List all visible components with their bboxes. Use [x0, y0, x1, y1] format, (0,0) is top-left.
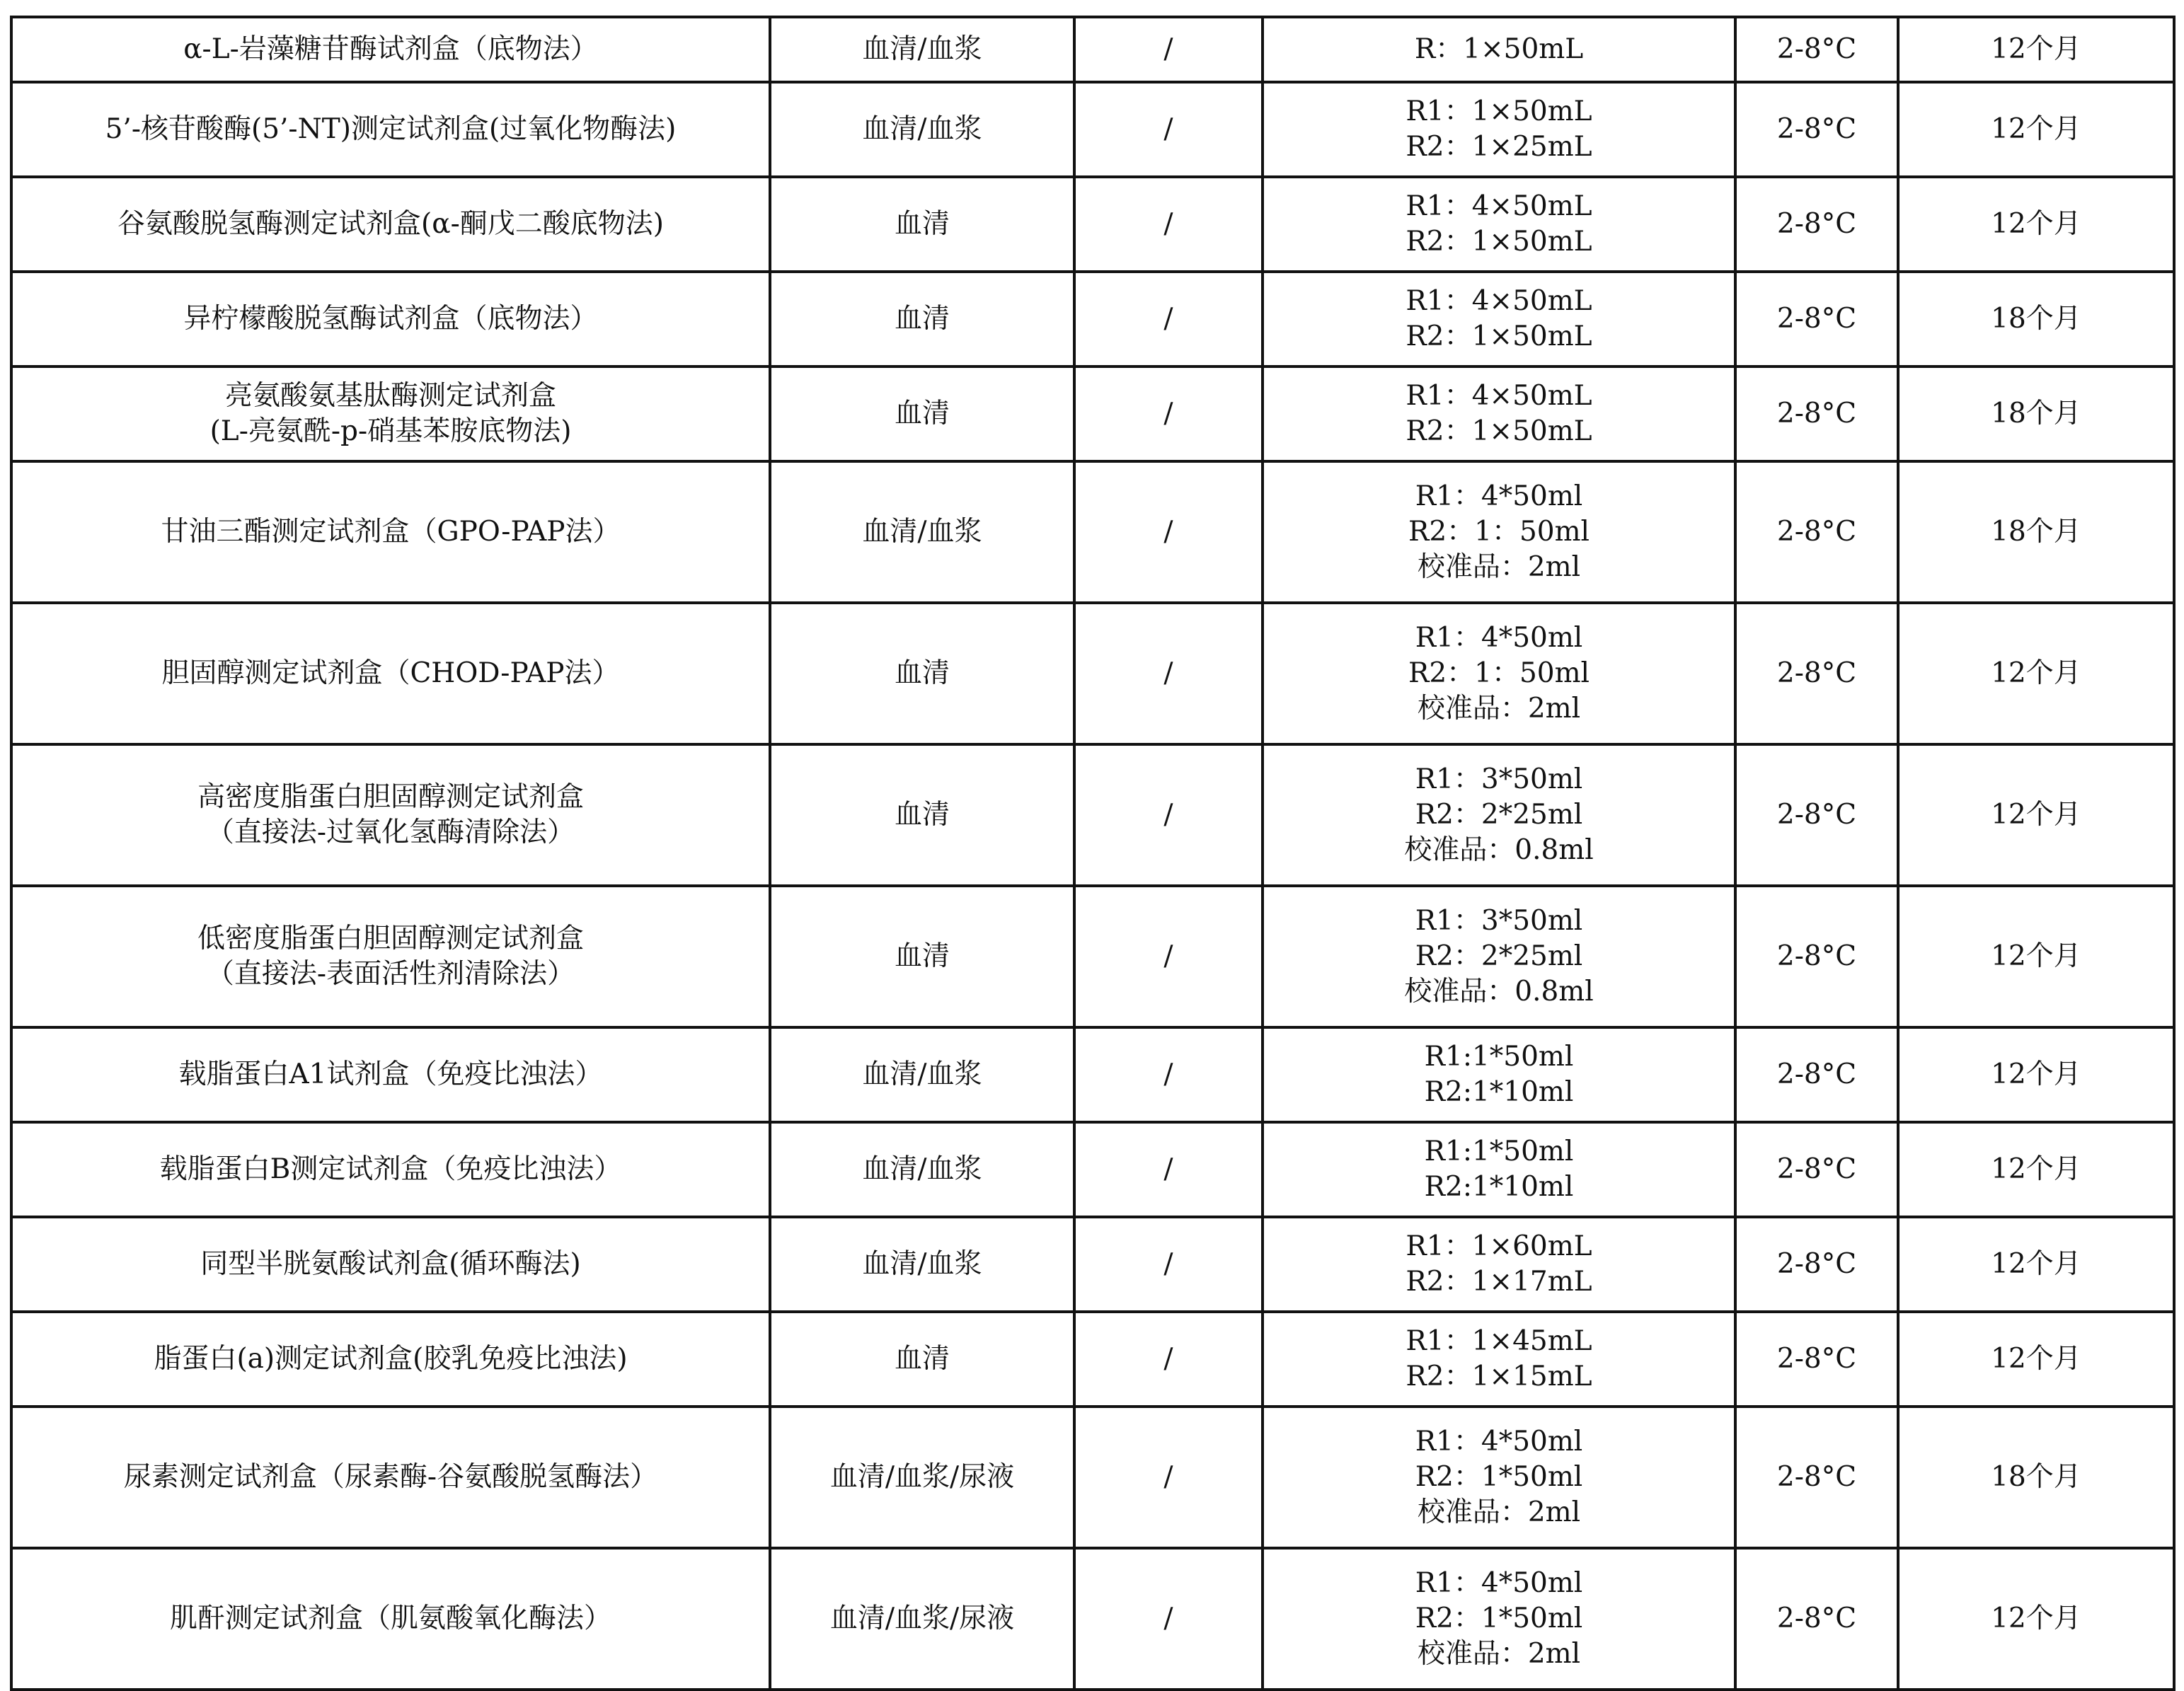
specification-cell — [1263, 744, 1735, 886]
table-row — [11, 1217, 2174, 1312]
reagent-name-cell — [11, 886, 770, 1027]
specification-line: 校准品：0.8ml — [1404, 976, 1594, 1008]
specification-line: R1：4*50ml — [1415, 1426, 1583, 1458]
table-row — [11, 1548, 2174, 1690]
specification-line: R1：4*50ml — [1415, 1567, 1583, 1599]
reagent-name-cell — [11, 1217, 770, 1312]
validity-period-cell: 12个月 — [1898, 1122, 2174, 1217]
reagent-name-line: 载脂蛋白A1试剂盒（免疫比浊法） — [178, 1058, 603, 1090]
reagent-name-line: （直接法-过氧化氢酶清除法） — [206, 816, 575, 848]
table-row — [11, 1407, 2174, 1548]
table-row — [11, 1122, 2174, 1217]
storage-temperature-cell: 2-8°C — [1735, 1312, 1898, 1407]
reagent-name-cell — [11, 461, 770, 603]
specification-line: R2：1×17mL — [1406, 1266, 1592, 1298]
mark-cell: / — [1074, 1217, 1263, 1312]
specification-cell — [1263, 1217, 1735, 1312]
reagent-name-line: 同型半胱氨酸试剂盒(循环酶法) — [200, 1248, 581, 1280]
reagent-table — [10, 16, 2176, 1691]
sample-type-cell: 血清 — [770, 1312, 1074, 1407]
reagent-name-line: 脂蛋白(a)测定试剂盒(胶乳免疫比浊法) — [154, 1343, 628, 1375]
storage-temperature-cell: 2-8°C — [1735, 886, 1898, 1027]
reagent-name-line: α-L-岩藻糖苷酶试剂盒（底物法） — [183, 33, 598, 65]
sample-type-cell: 血清/血浆 — [770, 17, 1074, 82]
reagent-name-line: 谷氨酸脱氢酶测定试剂盒(α-酮戊二酸底物法) — [117, 208, 664, 240]
specification-line: R1：4*50ml — [1415, 480, 1583, 512]
specification-cell — [1263, 1407, 1735, 1548]
sample-type-cell: 血清 — [770, 177, 1074, 272]
validity-period-cell: 18个月 — [1898, 367, 2174, 461]
validity-period-cell: 12个月 — [1898, 177, 2174, 272]
specification-line: R2：2*25ml — [1415, 799, 1583, 831]
specification-line: R1：4*50ml — [1415, 622, 1583, 654]
specification-cell — [1263, 17, 1735, 82]
storage-temperature-cell: 2-8°C — [1735, 1407, 1898, 1548]
sample-type-cell: 血清/血浆 — [770, 1027, 1074, 1122]
mark-cell: / — [1074, 603, 1263, 744]
mark-cell: / — [1074, 886, 1263, 1027]
specification-line: R1:1*50ml — [1424, 1041, 1574, 1073]
reagent-name-line: 低密度脂蛋白胆固醇测定试剂盒 — [197, 923, 584, 954]
reagent-name-line: 载脂蛋白B测定试剂盒（免疫比浊法） — [159, 1153, 622, 1185]
table-row — [11, 603, 2174, 744]
specification-cell — [1263, 82, 1735, 177]
reagent-name-cell — [11, 1122, 770, 1217]
specification-cell — [1263, 177, 1735, 272]
reagent-name-line: （直接法-表面活性剂清除法） — [206, 958, 575, 990]
table-row — [11, 367, 2174, 461]
specification-line: R1：3*50ml — [1415, 763, 1583, 795]
specification-line: R2：1×50mL — [1406, 226, 1592, 258]
sample-type-cell: 血清 — [770, 886, 1074, 1027]
table-row — [11, 461, 2174, 603]
reagent-name-cell — [11, 177, 770, 272]
sample-type-cell: 血清 — [770, 744, 1074, 886]
validity-period-cell: 18个月 — [1898, 272, 2174, 367]
specification-line: R2：1：50ml — [1408, 516, 1590, 548]
specification-line: R2:1*10ml — [1424, 1076, 1574, 1108]
specification-line: R2：1×15mL — [1406, 1361, 1592, 1392]
storage-temperature-cell: 2-8°C — [1735, 1548, 1898, 1690]
storage-temperature-cell: 2-8°C — [1735, 272, 1898, 367]
specification-line: R2：1×50mL — [1406, 321, 1592, 352]
specification-cell — [1263, 272, 1735, 367]
specification-line: R：1×50mL — [1414, 33, 1584, 65]
specification-cell — [1263, 886, 1735, 1027]
reagent-name-cell — [11, 744, 770, 886]
mark-cell: / — [1074, 17, 1263, 82]
reagent-name-line: 胆固醇测定试剂盒（CHOD-PAP法） — [161, 657, 620, 689]
storage-temperature-cell: 2-8°C — [1735, 82, 1898, 177]
sample-type-cell: 血清/血浆 — [770, 1217, 1074, 1312]
specification-line: 校准品：0.8ml — [1404, 834, 1594, 866]
specification-line: 校准品：2ml — [1417, 693, 1581, 725]
specification-line: R1:1*50ml — [1424, 1136, 1574, 1167]
mark-cell: / — [1074, 1407, 1263, 1548]
reagent-name-line: 5’-核苷酸酶(5’-NT)测定试剂盒(过氧化物酶法) — [105, 113, 677, 145]
specification-line: R2：1*50ml — [1415, 1461, 1583, 1493]
mark-cell: / — [1074, 461, 1263, 603]
sample-type-cell: 血清/血浆/尿液 — [770, 1407, 1074, 1548]
mark-cell: / — [1074, 272, 1263, 367]
specification-cell — [1263, 1312, 1735, 1407]
table-row — [11, 886, 2174, 1027]
specification-cell — [1263, 1548, 1735, 1690]
reagent-name-line: 异柠檬酸脱氢酶试剂盒（底物法） — [183, 303, 598, 335]
reagent-name-line: (L-亮氨酰-p-硝基苯胺底物法) — [209, 415, 572, 447]
table-row — [11, 17, 2174, 82]
reagent-name-cell — [11, 1027, 770, 1122]
validity-period-cell: 12个月 — [1898, 1217, 2174, 1312]
specification-line: R1：4×50mL — [1406, 285, 1592, 317]
sample-type-cell: 血清/血浆 — [770, 82, 1074, 177]
reagent-name-cell — [11, 603, 770, 744]
reagent-name-cell — [11, 1407, 770, 1548]
specification-line: 校准品：2ml — [1417, 551, 1581, 583]
validity-period-cell: 12个月 — [1898, 603, 2174, 744]
validity-period-cell: 12个月 — [1898, 1548, 2174, 1690]
specification-cell — [1263, 1122, 1735, 1217]
storage-temperature-cell: 2-8°C — [1735, 1122, 1898, 1217]
mark-cell: / — [1074, 744, 1263, 886]
specification-line: R2：1*50ml — [1415, 1603, 1583, 1634]
sample-type-cell: 血清 — [770, 367, 1074, 461]
validity-period-cell: 12个月 — [1898, 1312, 2174, 1407]
sample-type-cell: 血清 — [770, 272, 1074, 367]
table-row — [11, 744, 2174, 886]
specification-line: R2：1×50mL — [1406, 415, 1592, 447]
mark-cell: / — [1074, 1122, 1263, 1217]
specification-line: R1：1×45mL — [1406, 1325, 1592, 1357]
specification-line: R2：2*25ml — [1415, 940, 1583, 972]
validity-period-cell: 12个月 — [1898, 82, 2174, 177]
table-row — [11, 1027, 2174, 1122]
reagent-name-cell — [11, 272, 770, 367]
specification-line: R1：3*50ml — [1415, 905, 1583, 937]
storage-temperature-cell: 2-8°C — [1735, 367, 1898, 461]
table-row — [11, 82, 2174, 177]
specification-line: R2：1：50ml — [1408, 657, 1590, 689]
reagent-table-body — [11, 17, 2174, 1690]
specification-line: R1：1×50mL — [1406, 96, 1592, 127]
validity-period-cell: 12个月 — [1898, 744, 2174, 886]
reagent-name-cell — [11, 1548, 770, 1690]
reagent-name-cell — [11, 367, 770, 461]
specification-cell — [1263, 603, 1735, 744]
specification-line: R2:1*10ml — [1424, 1171, 1574, 1203]
reagent-name-cell — [11, 17, 770, 82]
specification-line: R1：4×50mL — [1406, 380, 1592, 412]
reagent-name-cell — [11, 1312, 770, 1407]
specification-line: R1：1×60mL — [1406, 1230, 1592, 1262]
storage-temperature-cell: 2-8°C — [1735, 17, 1898, 82]
specification-cell — [1263, 461, 1735, 603]
storage-temperature-cell: 2-8°C — [1735, 1027, 1898, 1122]
sample-type-cell: 血清/血浆 — [770, 461, 1074, 603]
validity-period-cell: 18个月 — [1898, 461, 2174, 603]
table-row — [11, 177, 2174, 272]
reagent-name-line: 高密度脂蛋白胆固醇测定试剂盒 — [197, 781, 584, 813]
mark-cell: / — [1074, 1312, 1263, 1407]
storage-temperature-cell: 2-8°C — [1735, 1217, 1898, 1312]
reagent-name-cell — [11, 82, 770, 177]
mark-cell: / — [1074, 367, 1263, 461]
table-row — [11, 1312, 2174, 1407]
reagent-name-line: 甘油三酯测定试剂盒（GPO-PAP法） — [161, 516, 621, 548]
storage-temperature-cell: 2-8°C — [1735, 744, 1898, 886]
sample-type-cell: 血清 — [770, 603, 1074, 744]
specification-cell — [1263, 367, 1735, 461]
mark-cell: / — [1074, 1548, 1263, 1690]
mark-cell: / — [1074, 82, 1263, 177]
validity-period-cell: 12个月 — [1898, 17, 2174, 82]
storage-temperature-cell: 2-8°C — [1735, 461, 1898, 603]
sample-type-cell: 血清/血浆/尿液 — [770, 1548, 1074, 1690]
validity-period-cell: 12个月 — [1898, 1027, 2174, 1122]
specification-line: R2：1×25mL — [1406, 131, 1592, 163]
validity-period-cell: 18个月 — [1898, 1407, 2174, 1548]
specification-cell — [1263, 1027, 1735, 1122]
mark-cell: / — [1074, 1027, 1263, 1122]
validity-period-cell: 12个月 — [1898, 886, 2174, 1027]
storage-temperature-cell: 2-8°C — [1735, 177, 1898, 272]
sample-type-cell: 血清/血浆 — [770, 1122, 1074, 1217]
mark-cell: / — [1074, 177, 1263, 272]
reagent-name-line: 肌酐测定试剂盒（肌氨酸氧化酶法） — [169, 1603, 611, 1634]
specification-line: 校准品：2ml — [1417, 1638, 1581, 1670]
reagent-name-line: 尿素测定试剂盒（尿素酶-谷氨酸脱氢酶法） — [123, 1461, 658, 1493]
specification-line: 校准品：2ml — [1417, 1496, 1581, 1528]
reagent-name-line: 亮氨酸氨基肽酶测定试剂盒 — [224, 380, 556, 412]
specification-line: R1：4×50mL — [1406, 190, 1592, 222]
table-row — [11, 272, 2174, 367]
storage-temperature-cell: 2-8°C — [1735, 603, 1898, 744]
